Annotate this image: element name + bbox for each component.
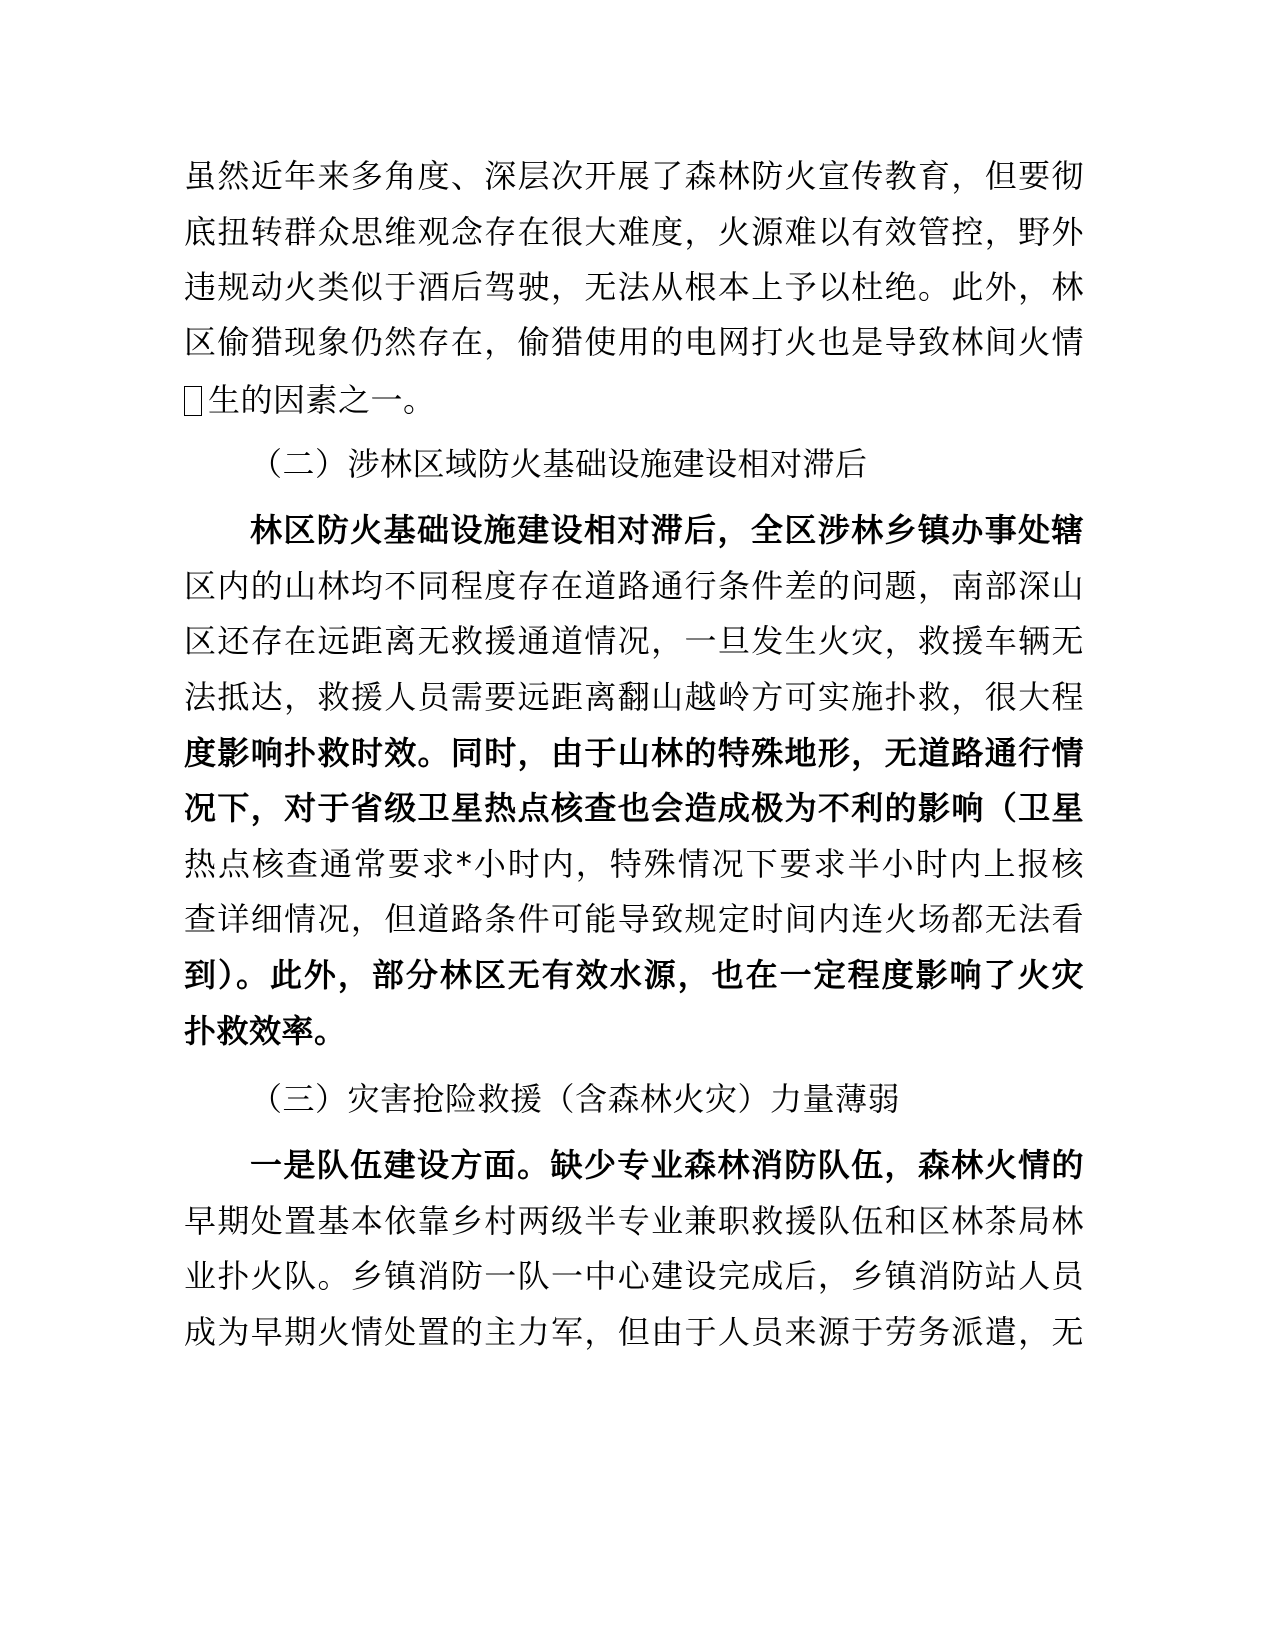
section-heading-2: （二）涉林区域防火基础设施建设相对滞后 xyxy=(250,445,868,483)
paragraph-1-line-3: 违规动火类似于酒后驾驶，无法从根本上予以杜绝。此外，林 xyxy=(184,268,1084,306)
paragraph-3-line-3: 业扑火队。乡镇消防一队一中心建设完成后，乡镇消防站人员 xyxy=(184,1257,1084,1295)
paragraph-1-line-5-text: 生的因素之一。 xyxy=(208,381,436,419)
paragraph-3-line-2: 早期处置基本依靠乡村两级半专业兼职救援队伍和区林茶局林 xyxy=(184,1202,1084,1240)
paragraph-2-line-8: 查详细情况，但道路条件可能导致规定时间内连火场都无法看 xyxy=(184,900,1084,938)
paragraph-2-line-5: 度影响扑救时效。同时，由于山林的特殊地形，无道路通行情 xyxy=(184,734,1084,772)
paragraph-2-line-3: 区还存在远距离无救援通道情况，一旦发生火灾，救援车辆无 xyxy=(184,622,1084,660)
paragraph-3-line-4: 成为早期火情处置的主力军，但由于人员来源于劳务派遣，无 xyxy=(184,1313,1084,1351)
paragraph-2-line-2: 区内的山林均不同程度存在道路通行条件差的问题，南部深山 xyxy=(184,567,1084,605)
paragraph-1-line-5 xyxy=(184,376,1084,424)
paragraph-2-line-10: 扑救效率。 xyxy=(184,1012,347,1050)
paragraph-1-line-1: 虽然近年来多角度、深层次开展了森林防火宣传教育，但要彻 xyxy=(184,157,1084,195)
paragraph-3-line-1: 一是队伍建设方面。缺少专业森林消防队伍，森林火情的 xyxy=(250,1146,1084,1184)
section-heading-3: （三）灾害抢险救援（含森林火灾）力量薄弱 xyxy=(250,1080,901,1118)
paragraph-2-line-4: 法抵达，救援人员需要远距离翻山越岭方可实施扑救，很大程 xyxy=(184,678,1084,716)
paragraph-1-line-2: 底扭转群众思维观念存在很大难度，火源难以有效管控，野外 xyxy=(184,213,1084,251)
paragraph-1-line-4: 区偷猎现象仍然存在，偷猎使用的电网打火也是导致林间火情 xyxy=(184,323,1084,361)
paragraph-2-line-7: 热点核查通常要求*小时内，特殊情况下要求半小时内上报核 xyxy=(184,845,1084,883)
paragraph-2-line-1: 林区防火基础设施建设相对滞后，全区涉林乡镇办事处辖 xyxy=(250,511,1084,549)
missing-glyph-icon xyxy=(184,386,202,416)
paragraph-2-line-9: 到）。此外，部分林区无有效水源，也在一定程度影响了火灾 xyxy=(184,956,1084,994)
paragraph-2-line-6: 况下，对于省级卫星热点核查也会造成极为不利的影响（卫星 xyxy=(184,789,1084,827)
